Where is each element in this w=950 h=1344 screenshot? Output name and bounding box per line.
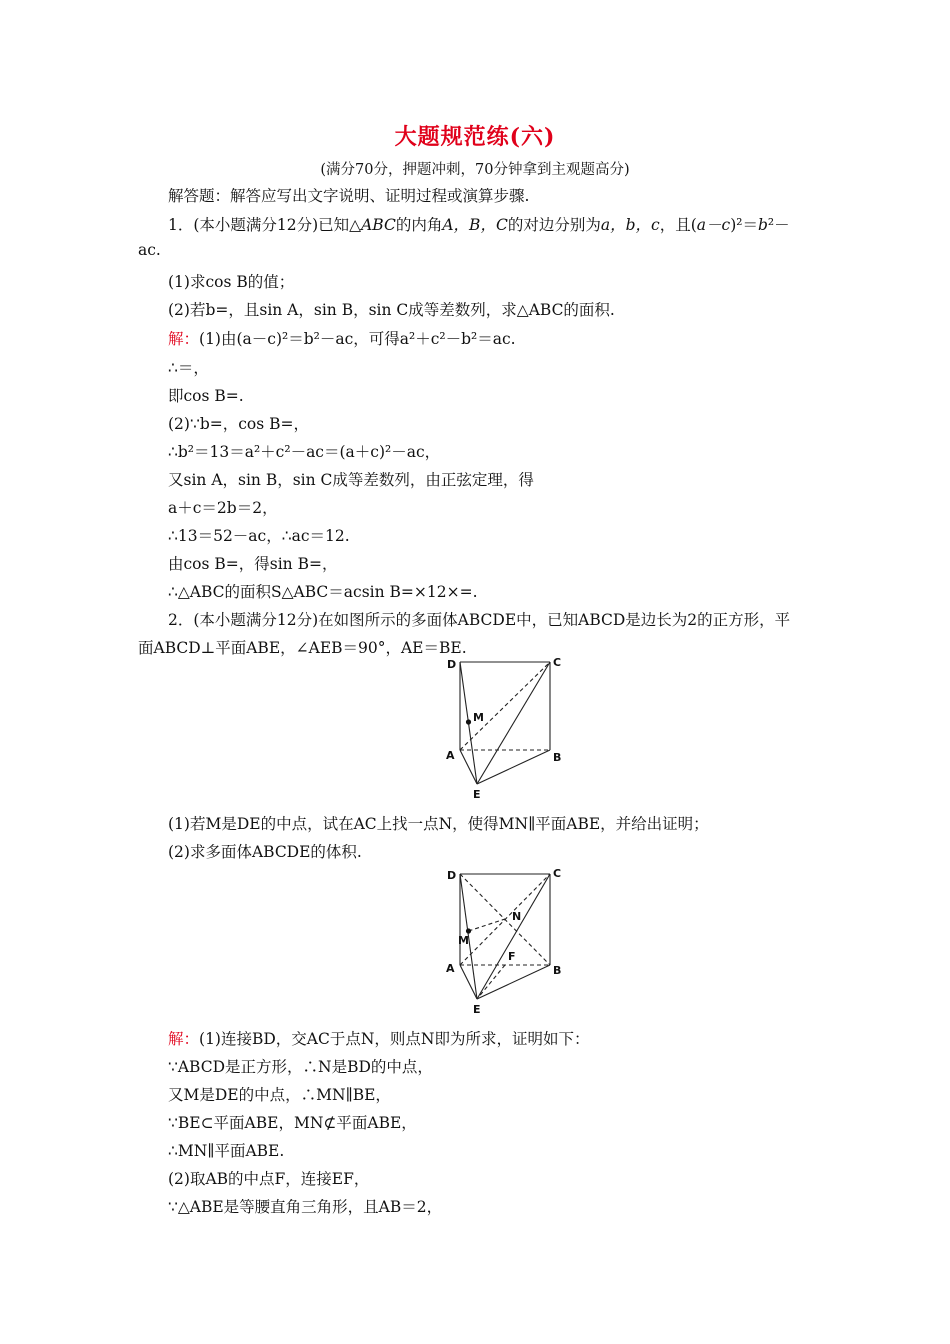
figure2-label: C (553, 867, 562, 880)
figure1-label: E (473, 788, 481, 801)
solution1-line: (2)∵b=，cos B=， (168, 415, 309, 433)
page-subtitle: (满分70分，押题冲刺，70分钟拿到主观题高分) (320, 162, 630, 178)
polyhedron-figure-1 (440, 652, 580, 802)
solution2-line: ∵BE⊂平面ABE，MN⊄平面ABE， (168, 1114, 417, 1132)
problem2-stem-cont: 面ABCD⊥平面ABE，∠AEB＝90°，AE＝BE. (138, 639, 467, 657)
figure1-label: B (553, 751, 562, 764)
solution2-line: ∵△ABE是等腰直角三角形，且AB＝2， (168, 1198, 443, 1216)
problem1-part2: (2)若b=，且sin A，sin B，sin C成等差数列，求△ABC的面积. (168, 301, 615, 319)
problem2-part1: (1)若M是DE的中点，试在AC上找一点N，使得MN∥平面ABE，并给出证明； (168, 815, 709, 833)
figure2-label: N (512, 910, 522, 923)
solution2-line: (2)取AB的中点F，连接EF， (168, 1170, 370, 1188)
solution1-line: ∴＝， (168, 359, 209, 377)
figure1-label: D (447, 658, 457, 671)
problem1-stem: 1．(本小题满分12分)已知△ABC的内角A，B，C的对边分别为a，b，c，且(a－c)²＝b²－ (168, 216, 790, 234)
figure1-label: M (473, 711, 484, 724)
figure2-label: E (473, 1003, 481, 1016)
polyhedron-figure-2 (440, 862, 580, 1018)
solution2-line: 解：(1)连接BD，交AC于点N，则点N即为所求，证明如下： (168, 1030, 590, 1048)
solution1-line: 即cos B=. (168, 387, 244, 405)
page-title: 大题规范练(六) (394, 124, 556, 150)
solution2-line: 又M是DE的中点，∴MN∥BE， (168, 1086, 391, 1104)
figure2-label: A (446, 962, 455, 975)
figure2-label: D (447, 869, 457, 882)
problem1-part1: (1)求cos B的值； (168, 273, 295, 291)
figure1-label: A (446, 749, 455, 762)
figure2-label: M (458, 934, 469, 947)
problem2-stem: 2．(本小题满分12分)在如图所示的多面体ABCDE中，已知ABCD是边长为2的正方形，平 (168, 611, 791, 629)
problem2-part2: (2)求多面体ABCDE的体积. (168, 843, 362, 861)
solution2-line: ∵ABCD是正方形，∴N是BD的中点， (168, 1058, 433, 1076)
figure1-label: C (553, 656, 562, 669)
figure2-label: B (553, 964, 562, 977)
solution1-line: ∴b²＝13＝a²＋c²－ac＝(a＋c)²－ac， (168, 443, 441, 461)
instruction-text: 解答题：解答应写出文字说明、证明过程或演算步骤. (168, 187, 530, 205)
problem1-stem-cont: ac. (138, 241, 161, 259)
solution1-line: ∴△ABC的面积S△ABC＝acsin B=×12×=. (168, 583, 478, 601)
solution1-line: 由cos B=，得sin B=， (168, 555, 338, 573)
solution1-line: ∴13＝52－ac，∴ac＝12. (168, 527, 350, 545)
solution1-line: 解：(1)由(a－c)²＝b²－ac，可得a²＋c²－b²＝ac. (168, 330, 516, 348)
solution1-line: 又sin A，sin B，sin C成等差数列，由正弦定理，得 (168, 471, 534, 489)
figure2-label: F (508, 950, 516, 963)
solution1-line: a＋c＝2b＝2， (168, 499, 278, 517)
solution2-line: ∴MN∥平面ABE. (168, 1142, 285, 1160)
